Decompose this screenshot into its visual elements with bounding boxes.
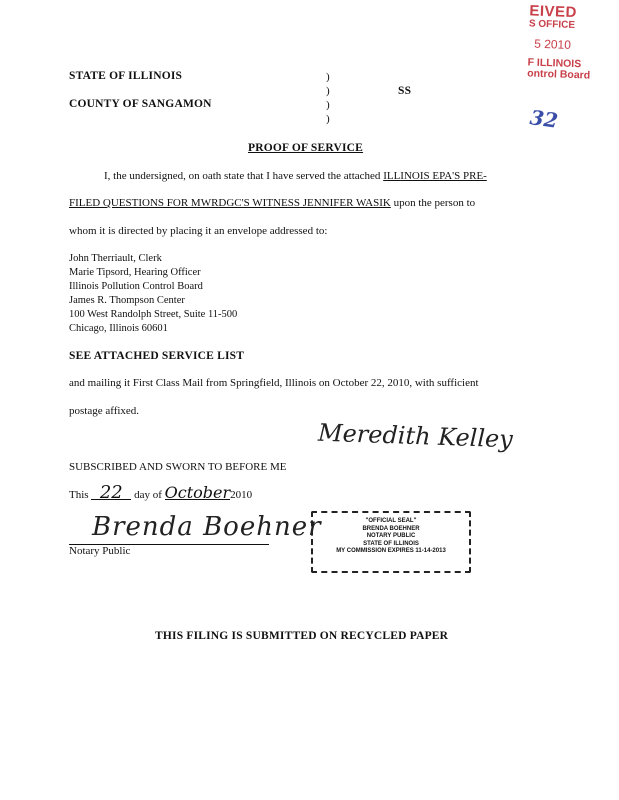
date-day: 22 (91, 487, 131, 500)
sworn-statement: SUBSCRIBED AND SWORN TO BEFORE ME (69, 461, 287, 473)
document-title-part2: FILED QUESTIONS FOR MWRDGC'S WITNESS JENNIFER WASIK (69, 197, 391, 209)
address-line: Marie Tipsord, Hearing Officer (69, 267, 201, 278)
caption-parens (326, 70, 330, 126)
mailing-line-1: and mailing it First Class Mail from Springfield, Illinois on October 22, 2010, with sufficient (69, 377, 479, 389)
stamp-line-5: ontrol Board (526, 67, 591, 82)
address-block (69, 252, 237, 336)
stamp-line-1: EIVED (529, 2, 578, 22)
date-day-of: day of (134, 489, 162, 501)
notary-seal (311, 511, 471, 573)
paren-1: ) (326, 71, 330, 83)
footer-recycled-notice: THIS FILING IS SUBMITTED ON RECYCLED PAPER (155, 630, 449, 642)
date-this: This (69, 489, 89, 501)
affiant-signature: Meredith Kelley (317, 418, 514, 454)
seal-line-4: STATE OF ILLINOIS (363, 540, 419, 547)
document-title-part1: ILLINOIS EPA'S PRE- (383, 170, 487, 182)
service-list-heading: SEE ATTACHED SERVICE LIST (69, 350, 245, 362)
notary-label: Notary Public (69, 545, 131, 557)
address-line: Chicago, Illinois 60601 (69, 323, 168, 334)
intro-line-3: whom it is directed by placing it an envelope addressed to: (69, 225, 328, 237)
caption-county: COUNTY OF SANGAMON (69, 98, 212, 110)
date-year: 2010 (230, 489, 253, 501)
stamp-line-2: S OFFICE (528, 18, 576, 32)
intro-after-text: upon the person to (393, 197, 476, 209)
seal-line-1: "OFFICIAL SEAL" (365, 518, 417, 524)
intro-line-1 (104, 170, 487, 182)
seal-line-5: MY COMMISSION EXPIRES 11-14-2013 (336, 548, 446, 554)
mailing-line-2: postage affixed. (69, 405, 140, 417)
paren-4: ) (326, 113, 330, 125)
address-line: John Therriault, Clerk (69, 253, 162, 264)
notary-signature: Brenda Boehner (92, 512, 322, 542)
page-title: PROOF OF SERVICE (248, 142, 364, 154)
stamp-line-4: F ILLINOIS (527, 56, 582, 71)
intro-text: I, the undersigned, on oath state that I have served the attached (104, 170, 381, 182)
date-month: October (164, 483, 231, 502)
paren-3: ) (326, 99, 330, 111)
seal-line-3: NOTARY PUBLIC (366, 533, 416, 539)
caption-ss: SS (398, 85, 412, 97)
intro-line-2 (69, 197, 475, 209)
address-line: Illinois Pollution Control Board (69, 281, 203, 292)
date-line (69, 482, 253, 503)
address-line: 100 West Randolph Street, Suite 11-500 (69, 309, 238, 320)
address-line: James R. Thompson Center (69, 295, 185, 306)
stamp-handwritten-mark: 32 (528, 105, 560, 133)
paren-2: ) (326, 85, 330, 97)
received-stamp (526, 4, 619, 97)
caption-state: STATE OF ILLINOIS (69, 70, 183, 82)
stamp-line-3: 5 2010 (533, 36, 572, 52)
seal-line-2: BRENDA BOEHNER (362, 525, 420, 532)
